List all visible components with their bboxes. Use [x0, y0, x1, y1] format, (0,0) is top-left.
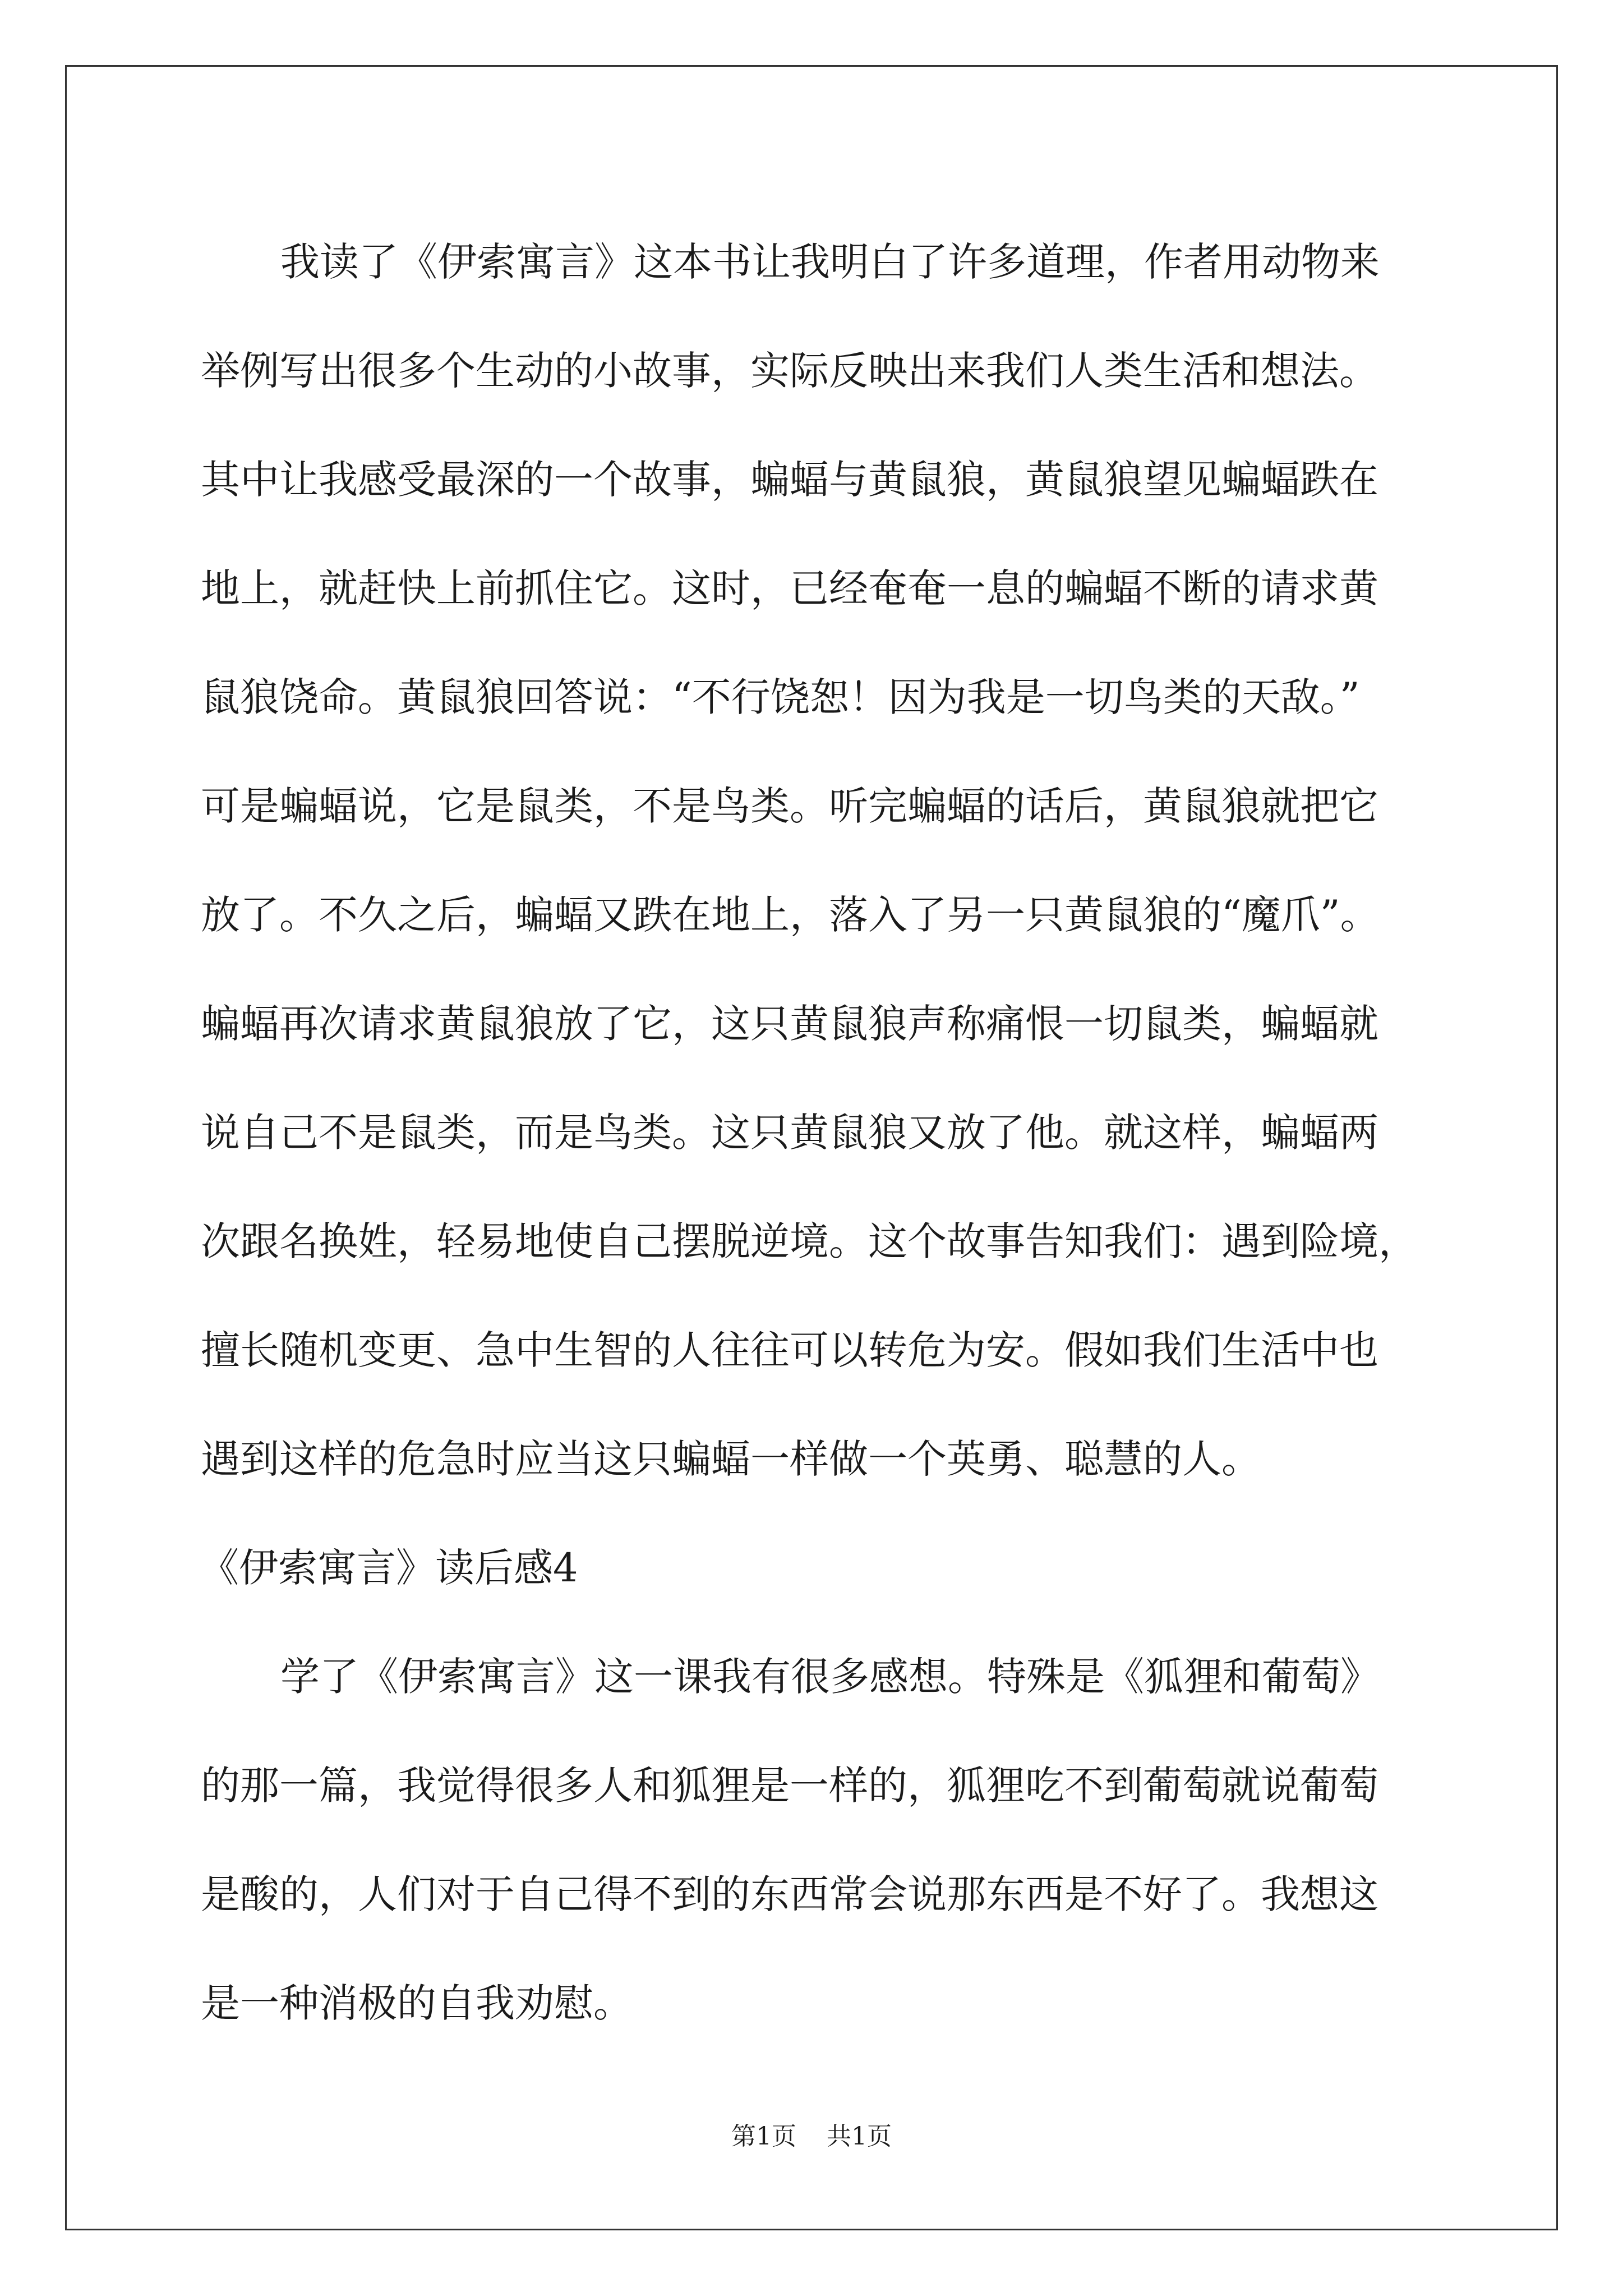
page-footer: [0, 2116, 1623, 2152]
text-line: 地上，就赶快上前抓住它。这时，已经奄奄一息的蝙蝠不断的请求黄: [201, 565, 1378, 611]
text-line: 说自己不是鼠类，而是鸟类。这只黄鼠狼又放了他。就这样，蝙蝠两: [201, 1110, 1378, 1156]
document-body: [201, 208, 1435, 2058]
section-heading: 《伊索寓言》读后感4: [200, 1545, 578, 1591]
text-line: 遇到这样的危急时应当这只蝙蝠一样做一个英勇、聪慧的人。: [201, 1436, 1261, 1482]
text-line: 可是蝙蝠说，它是鼠类，不是鸟类。听完蝙蝠的话后，黄鼠狼就把它: [201, 783, 1378, 829]
text-line: 次跟名换姓，轻易地使自己摆脱逆境。这个故事告知我们：遇到险境，: [201, 1218, 1418, 1264]
text-line: 是一种消极的自我劝慰。: [201, 1980, 633, 2026]
text-line: 擅长随机变更、急中生智的人往往可以转危为安。假如我们生活中也: [201, 1327, 1378, 1373]
page-number: 第1页: [731, 2122, 796, 2151]
page-total: 共1页: [827, 2122, 892, 2151]
text-line: 学了《伊索寓言》这一课我有很多感想。特殊是《狐狸和葡萄》: [280, 1654, 1380, 1700]
paragraph-1: [201, 208, 1435, 1513]
text-line: 的那一篇，我觉得很多人和狐狸是一样的，狐狸吃不到葡萄就说葡萄: [201, 1763, 1378, 1809]
text-line: 放了。不久之后，蝙蝠又跌在地上，落入了另一只黄鼠狼的“魔爪”。: [201, 892, 1380, 938]
text-line: 是酸的，人们对于自己得不到的东西常会说那东西是不好了。我想这: [201, 1871, 1378, 1917]
text-line: 其中让我感受最深的一个故事，蝙蝠与黄鼠狼，黄鼠狼望见蝙蝠跌在: [201, 457, 1378, 503]
paragraph-2: [201, 1622, 1435, 2058]
text-line: 鼠狼饶命。黄鼠狼回答说：“不行饶恕！因为我是一切鸟类的天敌。”: [201, 674, 1360, 720]
text-line: 我读了《伊索寓言》这本书让我明白了许多道理，作者用动物来: [280, 239, 1380, 285]
text-line: 蝙蝠再次请求黄鼠狼放了它，这只黄鼠狼声称痛恨一切鼠类，蝙蝠就: [201, 1001, 1378, 1047]
text-line: 举例写出很多个生动的小故事，实际反映出来我们人类生活和想法。: [201, 348, 1378, 394]
